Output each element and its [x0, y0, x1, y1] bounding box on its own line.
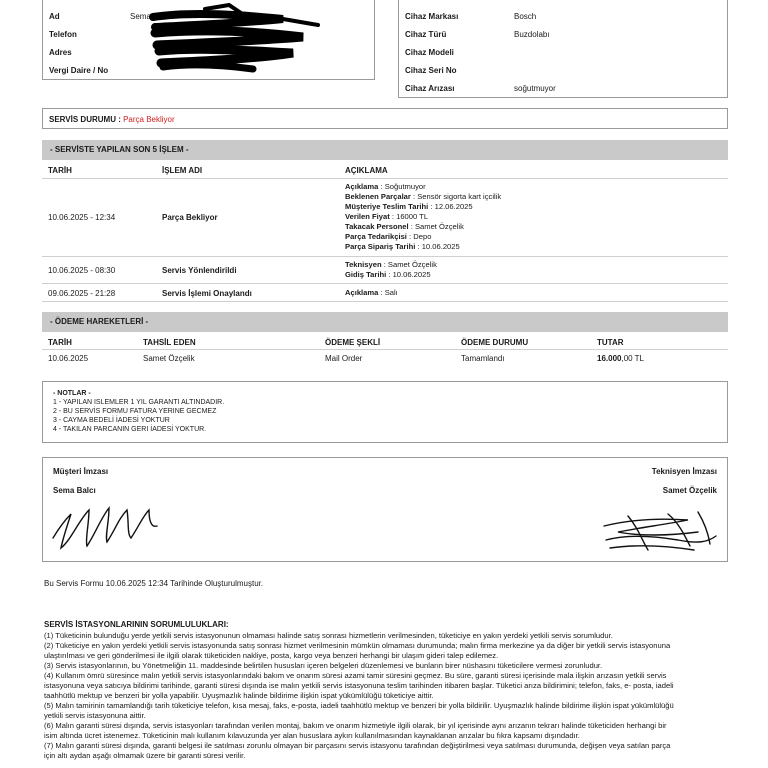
responsibility-line: istasyonuna veya satıcıya bildirimi tarihinde, garanti süresi dışında ise malın yetkili servis istasyonuna teslim tarihinden itibaren başlar. Tüketici arıza bildirimini; telefon, faks, e- posta, iadeli	[44, 680, 674, 690]
device-label-brand: Cihaz Markası	[405, 12, 459, 21]
detail-value: Soğutmuyor	[384, 182, 426, 191]
tech-signature-label: Teknisyen İmzası	[651, 467, 717, 476]
op-row-2-name: Servis Yönlendirildi	[162, 266, 237, 275]
payments-section-header: - ÖDEME HAREKETLERİ -	[42, 312, 728, 332]
amount-rest: ,00 TL	[621, 354, 645, 363]
customer-name-value: Sema	[130, 12, 151, 21]
detail-value: Samet Özçelik	[387, 260, 437, 269]
divider	[42, 178, 728, 179]
form-created-text: Bu Servis Formu 10.06.2025 12:34 Tarihinde Oluşturulmuştur.	[44, 579, 264, 588]
detail-key: Müşteriye Teslim Tarihi	[345, 202, 429, 211]
responsibility-line: (1) Tüketicinin bulunduğu yerde yetkili servis istasyonunun olmaması halinde satış sonrası hizmetlerin verilmesinden, tüketiciye en yakın yerdeki yetkili servis sorumludur.	[44, 630, 613, 640]
device-type-value: Buzdolabı	[514, 30, 550, 39]
notes-title: - NOTLAR -	[53, 390, 91, 397]
divider	[42, 301, 728, 302]
detail-value: 16000 TL	[396, 212, 429, 221]
op-row-1-date: 10.06.2025 - 12:34	[48, 213, 116, 222]
divider	[42, 256, 728, 257]
customer-signature-drawing	[49, 500, 169, 555]
op-row-3-name: Servis İşlemi Onaylandı	[162, 289, 252, 298]
device-label-type: Cihaz Türü	[405, 30, 447, 39]
tech-signature-drawing	[598, 506, 723, 556]
pay-header-method: ÖDEME ŞEKLİ	[325, 338, 381, 347]
customer-label-name: Ad	[49, 12, 60, 21]
detail-key: Açıklama	[345, 182, 379, 191]
detail-key: Parça Sipariş Tarihi	[345, 242, 416, 251]
customer-label-tax: Vergi Daire / No	[49, 66, 109, 75]
responsibility-line: ulaştırılması ve geri gönderilmesi ile ilgili olarak tüketiciden nakliye, posta, kargo veya benzeri herhangi bir ulaşım gideri talep edilemez.	[44, 650, 499, 660]
device-label-serial: Cihaz Seri No	[405, 66, 457, 75]
device-fault-value: soğutmuyor	[514, 84, 556, 93]
detail-value: 10.06.2025	[392, 270, 431, 279]
detail-key: Gidiş Tarihi	[345, 270, 387, 279]
customer-info-box	[42, 0, 375, 80]
responsibility-line: (5) Malın tamirinin tamamlandığı tarih tüketiciye telefon, kısa mesaj, faks, e-posta, iadeli taahhütlü mektup ve benzeri bir yolla bildirilir. Uyuşmazlık halinde bildirime ilişkin ispat yükümlülüğü	[44, 700, 674, 710]
op-row-3-date: 09.06.2025 - 21:28	[48, 289, 116, 298]
ops-header-desc: AÇIKLAMA	[345, 166, 388, 175]
divider	[42, 349, 728, 350]
detail-value: 12.06.2025	[434, 202, 473, 211]
pay-header-status: ÖDEME DURUMU	[461, 338, 529, 347]
ops-header-name: İŞLEM ADI	[162, 166, 203, 175]
note-item: 1 - YAPILAN ISLEMLER 1 YIL GARANTI ALTINDADIR.	[53, 399, 225, 406]
pay-header-collector: TAHSİL EDEN	[143, 338, 196, 347]
pay-header-date: TARİH	[48, 338, 72, 347]
op-row-1-details: Açıklama : Soğutmuyor Beklenen Parçalar : Sensör sigorta kart içcilik Müşteriye Teslim Tarihi : 12.06.2025 Verilen Fiyat : 16000 TL Takacak Personel : Samet Özçelik Parça Tedarikçisi : Depo Parça Sipariş Tarihi : 10.06.2025	[345, 182, 502, 251]
device-label-model: Cihaz Modeli	[405, 48, 454, 57]
op-row-3-details: Açıklama : Salı	[345, 288, 398, 297]
detail-value: Depo	[413, 232, 432, 241]
notes-box	[42, 381, 728, 443]
responsibility-line: (2) Tüketiciye en yakın yerdeki yetkili servis istasyonunda satış sonrası hizmet verilmesinin mümkün olmaması durumunda; malın firma merkezine ya da diğer bir yetkili servis istasyonuna	[44, 640, 671, 650]
responsibility-line: isim altında ücret istenemez. Tüketicinin malı kullanım kılavuzunda yer alan hususlara aykırı kullanılmasından kaynaklanan arızalar bu fıkra kapsamı dışındadır.	[44, 730, 580, 740]
operations-section-header: - SERVİSTE YAPILAN SON 5 İŞLEM -	[42, 140, 728, 160]
divider	[42, 283, 728, 284]
device-brand-value: Bosch	[514, 12, 537, 21]
detail-key: Takacak Personel	[345, 222, 409, 231]
pay-header-amount: TUTAR	[597, 338, 624, 347]
device-info-box	[398, 0, 728, 98]
detail-key: Verilen Fiyat	[345, 212, 390, 221]
device-label-fault: Cihaz Arızası	[405, 84, 455, 93]
detail-key: Parça Tedarikçisi	[345, 232, 407, 241]
responsibilities-section	[44, 620, 744, 761]
pay-row-collector: Samet Özçelik	[143, 354, 195, 363]
detail-value: Sensör sigorta kart içcilik	[417, 192, 502, 201]
responsibility-line: (7) Malın garanti süresi dışında, garanti belgesi ile satılması zorunlu olmayan bir parçasını servis istasyonu tarafından değiştirilmesi veya satılması durumunda, değişen veya satılan parça	[44, 740, 671, 750]
redaction-scribble	[133, 1, 333, 81]
detail-value: 10.06.2025	[421, 242, 460, 251]
responsibility-line: (4) Kullanım ömrü süresince malın yetkili servis istasyonlarındaki bakım ve onarım süresi azami tamir süresini geçmez. Bu süre, garanti süresi içerisinde mala ilişkin arızasın yetkili servis	[44, 670, 667, 680]
responsibility-line: (3) Servis istasyonlarının, bu Yönetmeliğin 11. maddesinde belirtilen hususları içeren belgeleri düzenlemesi ve bunların birer nüshasını tüketicilere vermesi zorunludur.	[44, 660, 603, 670]
service-status-box	[42, 108, 728, 129]
detail-key: Açıklama	[345, 288, 379, 297]
signatures-box	[42, 457, 728, 562]
note-item: 4 - TAKILAN PARCANIN GERI İADESİ YOKTUR.	[53, 426, 207, 433]
service-status	[49, 115, 175, 124]
notes-content	[53, 389, 224, 434]
customer-signature-name: Sema Balcı	[53, 486, 96, 495]
responsibility-line: yetkili servis istasyonuna aittir.	[44, 710, 146, 720]
pay-row-status: Tamamlandı	[461, 354, 505, 363]
op-row-2-date: 10.06.2025 - 08:30	[48, 266, 116, 275]
responsibilities-title: SERVİS İSTASYONLARININ SORUMLULUKLARI:	[44, 620, 229, 629]
op-row-2-details: Teknisyen : Samet Özçelik Gidiş Tarihi : 10.06.2025	[345, 260, 437, 279]
detail-value: Salı	[384, 288, 398, 297]
customer-signature-label: Müşteri İmzası	[53, 467, 109, 476]
note-item: 2 - BU SERVİS FORMU FATURA YERINE GECMEZ	[53, 408, 217, 415]
amount-bold: 16.000	[597, 354, 622, 363]
op-row-1-name: Parça Bekliyor	[162, 213, 218, 222]
responsibility-line: (6) Malın garanti süresi dışında, servis istasyonları tarafından verilen montaj, bakım ve onarım hizmetiyle ilgili olarak, bir yıl içerisinde aynı arızanın tekrarı halinde tüketiciden herhangi bir	[44, 720, 667, 730]
detail-key: Teknisyen	[345, 260, 382, 269]
pay-row-date: 10.06.2025	[48, 354, 89, 363]
tech-signature-name: Samet Özçelik	[662, 486, 717, 495]
note-item: 3 - CAYMA BEDELİ İADESİ YOKTUR	[53, 417, 170, 424]
customer-label-phone: Telefon	[49, 30, 77, 39]
detail-value: Samet Özçelik	[414, 222, 464, 231]
service-status-label: SERVİS DURUMU :	[49, 115, 121, 124]
service-status-value: Parça Bekliyor	[123, 115, 175, 124]
ops-header-date: TARİH	[48, 166, 72, 175]
customer-label-address: Adres	[49, 48, 72, 57]
pay-row-method: Mail Order	[325, 354, 363, 363]
detail-key: Beklenen Parçalar	[345, 192, 411, 201]
pay-row-amount	[597, 354, 644, 363]
responsibility-line: için altı aydan aşağı olmamak üzere bir garanti süresi verilir.	[44, 750, 246, 760]
responsibility-line: taahhütlü mektup ve benzeri bir yolla yapabilir. Uyuşmazlık halinde bildirime ilişkin ispat yükümlülüğü tüketiciye aittir.	[44, 690, 434, 700]
